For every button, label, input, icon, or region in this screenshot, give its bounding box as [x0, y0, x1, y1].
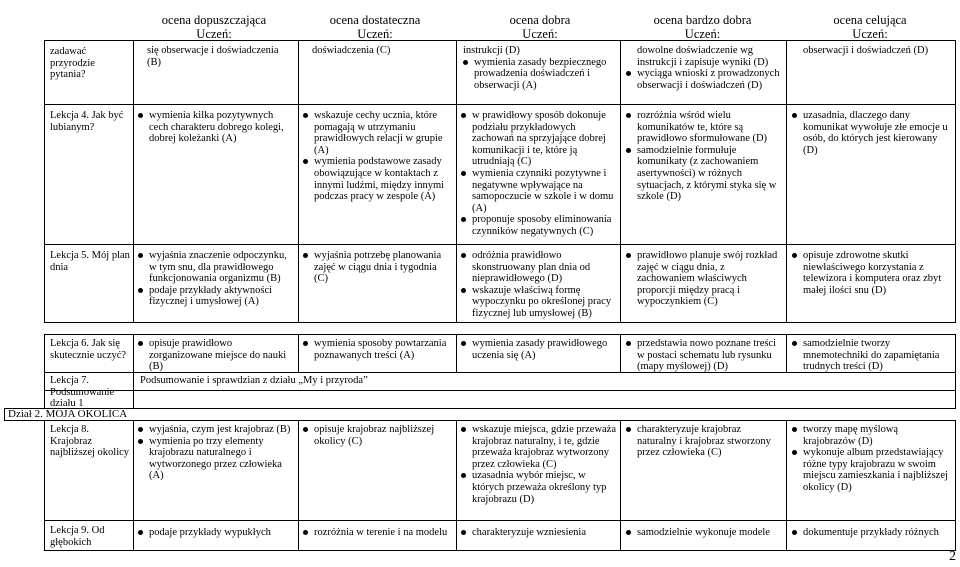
list-item: proponuje sposoby eliminowania czynników negatywnych (C): [461, 214, 618, 237]
cell-dobra: [461, 110, 618, 238]
list-item: wskazuje miejsca, gdzie przeważa krajobraz naturalny, i te, gdzie przeważa krajobraz wytworzony przez człowieka (C): [461, 424, 618, 470]
table-rule: [456, 40, 457, 322]
table-rule: [955, 40, 956, 322]
row-title: Lekcja 4. Jak być lubianym?: [50, 110, 124, 133]
table-rule: [44, 40, 956, 41]
table-rule: [298, 40, 299, 322]
table-rule: [133, 40, 134, 322]
list-item: wymienia po trzy elementy krajobrazu naturalnego i wytworzonego przez człowieka (A): [138, 436, 293, 482]
list-item: wskazuje cechy ucznia, które pomagają w utrzymaniu prawidłowych relacji w grupie (A): [303, 110, 453, 156]
list-item: wymienia podstawowe zasady obowiązujące w kontaktach z innymi ludźmi, między innymi podczas pracy w zespole (A): [303, 156, 453, 202]
list-item: wymienia sposoby powtarzania poznawanych treści (A): [303, 338, 453, 361]
table-rule: [4, 408, 5, 420]
cell-dopuszczajaca: [147, 45, 295, 68]
list-item: wskazuje właściwą formę wypoczynku po określonej pracy fizycznej lub umysłowej (B): [461, 285, 618, 320]
cell-dostateczna: [303, 424, 453, 447]
list-item: opisuje zdrowotne skutki niewłaściwego korzystania z telewizora i komputera oraz zbyt małej ilości snu (D): [792, 250, 952, 296]
row-title: Lekcja 5. Mój plan dnia: [50, 250, 130, 273]
header-ocena-dobra: [460, 14, 620, 42]
table-rule: [44, 244, 956, 245]
cell-text: doświadczenia (C): [312, 45, 391, 56]
list-item: uzasadnia, dlaczego dany komunikat wywołuje złe emocje u osób, do których jest kierowany (D): [792, 110, 952, 156]
table-rule: [44, 334, 956, 335]
list-item: samodzielnie formułuje komunikaty (z zachowaniem asertywności) w różnych sytuacjach, z którymi styka się w szkole (D): [626, 145, 782, 203]
cell-dostateczna: [303, 527, 455, 539]
cell-bardzo-dobra: [626, 45, 781, 91]
header-title: ocena dopuszczająca: [161, 13, 267, 27]
list-item: opisuje prawidłowo zorganizowane miejsce do nauki (B): [138, 338, 293, 373]
cell-celujaca: [792, 45, 952, 57]
section-title: Dział 2. MOJA OKOLICA: [8, 408, 128, 420]
list-item: charakteryzuje wzniesienia: [461, 527, 618, 539]
list-item: dokumentuje przykłady różnych: [792, 527, 954, 539]
table-rule: [44, 334, 45, 408]
list-item: samodzielnie wykonuje modele: [626, 527, 784, 539]
header-sub: Uczeń:: [522, 26, 558, 41]
header-title: ocena bardzo dobra: [653, 13, 752, 27]
table-rule: [133, 334, 134, 408]
cell-dopuszczajaca: [138, 110, 293, 145]
table-rule: [456, 334, 457, 372]
list-item: wymienia czynniki pozytywne i negatywne wpływające na samopoczucie w szkole i w domu (A): [461, 168, 618, 214]
cell-dobra: [461, 424, 618, 505]
row-title: Lekcja 9. Od głębokich: [50, 525, 105, 548]
cell-dobra: [461, 250, 618, 320]
list-item: rozróżnia w terenie i na modelu: [303, 527, 455, 539]
table-rule: [955, 420, 956, 550]
cell-celujaca: [792, 250, 952, 296]
header-ocena-dopuszczajaca: [140, 14, 288, 42]
cell-dopuszczajaca: [138, 527, 296, 539]
header-ocena-dostateczna: [305, 14, 445, 42]
list-item: uzasadnia wybór miejsc, w których przeważa określony typ krajobrazu (D): [461, 470, 618, 505]
row-title: Lekcja 8. Krajobraz najbliższej okolicy: [50, 424, 130, 459]
header-sub: Uczeń:: [357, 26, 393, 41]
cell-text: instrukcji (D): [463, 45, 520, 56]
cell-bardzo-dobra: [626, 250, 782, 308]
cell-dostateczna: [303, 110, 453, 203]
header-ocena-celujaca: [795, 14, 945, 42]
table-rule: [620, 334, 621, 372]
cell-dopuszczajaca: [138, 338, 293, 373]
cell-dobra: [461, 338, 618, 361]
list-item: wykonuje album przedstawiający różne typy krajobrazu w swoim miejscu zamieszkania i najbliższej okolicy (D): [792, 447, 952, 493]
cell-celujaca: [792, 424, 952, 494]
cell-dostateczna: [303, 338, 453, 361]
list-item: wyjaśnia potrzebę planowania zajęć w ciągu dnia i tygodnia (C): [303, 250, 453, 285]
table-rule: [44, 390, 956, 391]
list-item: wyjaśnia znaczenie odpoczynku, w tym snu, dla prawidłowego funkcjonowania organizmu (B): [138, 250, 293, 285]
cell-dobra: [461, 527, 618, 539]
table-rule: [456, 420, 457, 550]
list-item: samodzielnie tworzy mnemotechniki do zapamiętania trudnych treści (D): [792, 338, 952, 373]
cell-dopuszczajaca: [138, 424, 293, 482]
list-item: wyjaśnia, czym jest krajobraz (B): [138, 424, 293, 436]
table-rule: [955, 334, 956, 408]
table-rule: [620, 420, 621, 550]
cell-bardzo-dobra: [626, 424, 782, 459]
cell-celujaca: [792, 527, 954, 539]
list-item: w prawidłowy sposób dokonuje podziału przykładowych zachowań na sprzyjające dobrej komunikacji i te, które ją utrudniają (C): [461, 110, 618, 168]
cell-bardzo-dobra: [626, 110, 782, 203]
list-item: opisuje krajobraz najbliższej okolicy (C): [303, 424, 453, 447]
table-rule: [786, 334, 787, 372]
table-rule: [133, 420, 134, 550]
table-rule: [44, 420, 45, 550]
cell-dostateczna: [312, 45, 452, 57]
cell-celujaca: [792, 338, 952, 373]
list-item: rozróżnia wśród wielu komunikatów te, które są prawidłowo sformułowane (D): [626, 110, 782, 145]
header-title: ocena dostateczna: [329, 13, 421, 27]
table-rule: [44, 104, 956, 105]
table-rule: [786, 420, 787, 550]
cell-bardzo-dobra: [626, 338, 782, 373]
list-item: odróżnia prawidłowo skonstruowany plan dnia od nieprawidłowego (D): [461, 250, 618, 285]
table-rule: [44, 40, 45, 322]
header-title: ocena celująca: [833, 13, 907, 27]
list-item: wymienia zasady prawidłowego uczenia się (A): [461, 338, 618, 361]
cell-text: się obserwacje i doświadczenia (B): [147, 45, 279, 68]
list-item: wyciąga wnioski z prowadzonych obserwacji i doświadczeń (D): [626, 68, 781, 91]
cell-text: dowolne doświadczenie wg instrukcji i zapisuje wyniki (D): [637, 45, 769, 68]
table-rule: [620, 40, 621, 322]
list-item: podaje przykłady aktywności fizycznej i umysłowej (A): [138, 285, 293, 308]
cell-celujaca: [792, 110, 952, 156]
table-rule: [44, 550, 956, 551]
row-title: zadawać przyrodzie pytania?: [50, 46, 95, 81]
list-item: przedstawia nowo poznane treści w postaci schematu lub rysunku (mapy myślowej) (D): [626, 338, 782, 373]
table-rule: [298, 420, 299, 550]
cell-text: obserwacji i doświadczeń (D): [803, 45, 929, 56]
header-ocena-bardzo-dobra: [625, 14, 780, 42]
list-item: tworzy mapę myślową krajobrazów (D): [792, 424, 952, 447]
cell-dobra: [463, 45, 618, 91]
list-item: prawidłowo planuje swój rozkład zajęć w ciągu dnia, z zachowaniem właściwych proporcji między pracą i wypoczynkiem (C): [626, 250, 782, 308]
table-rule: [44, 322, 956, 323]
list-item: wymienia zasady bezpiecznego prowadzenia doświadczeń i obserwacji (A): [463, 57, 618, 92]
header-sub: Uczeń:: [852, 26, 888, 41]
list-item: podaje przykłady wypukłych: [138, 527, 296, 539]
table-rule: [44, 520, 956, 521]
page-number: 2: [949, 549, 956, 564]
cell-bardzo-dobra: [626, 527, 784, 539]
header-sub: Uczeń:: [684, 26, 721, 41]
list-item: wymienia kilka pozytywnych cech charakteru dobrego kolegi, dobrej koleżanki (A): [138, 110, 293, 145]
table-rule: [786, 40, 787, 322]
table-rule: [298, 334, 299, 372]
summary-text: Podsumowanie i sprawdzian z działu „My i przyroda”: [140, 375, 368, 386]
list-item: charakteryzuje krajobraz naturalny i krajobraz stworzony przez człowieka (C): [626, 424, 782, 459]
header-title: ocena dobra: [509, 13, 571, 27]
cell-dopuszczajaca: [138, 250, 293, 308]
row-title: Lekcja 7. Podsumowanie działu 1: [50, 375, 115, 410]
cell-dostateczna: [303, 250, 453, 285]
row-title: Lekcja 6. Jak się skutecznie uczyć?: [50, 338, 127, 361]
header-sub: Uczeń:: [196, 26, 232, 41]
